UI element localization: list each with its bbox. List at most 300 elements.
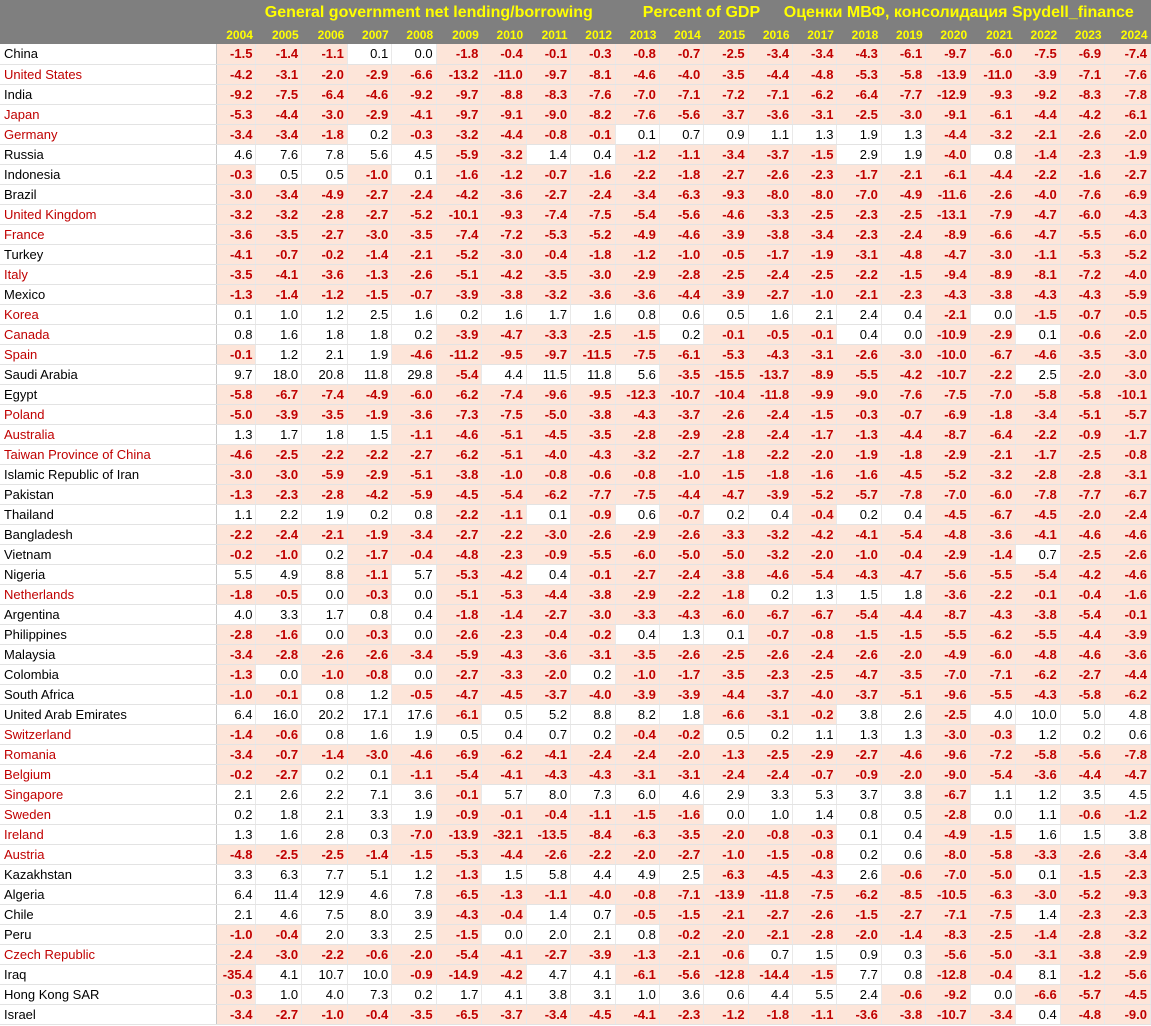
value-cell: -5.2 [436,244,482,264]
value-cell: -6.9 [436,744,482,764]
table-row [0,644,1151,664]
table-row [0,84,1151,104]
value-cell: -3.9 [704,284,748,304]
value-cell: 5.2 [526,704,570,724]
value-cell: -6.2 [970,624,1016,644]
country-name: Bangladesh [0,524,217,544]
value-cell: 0.4 [571,144,615,164]
value-cell: -4.3 [837,44,881,64]
value-cell: -4.7 [926,244,970,264]
value-cell: 1.9 [392,724,436,744]
value-cell: -5.3 [1060,244,1104,264]
value-cell: -1.5 [217,44,256,64]
value-cell: -12.9 [926,84,970,104]
value-cell: -2.7 [302,224,348,244]
value-cell: -6.1 [436,704,482,724]
value-cell: -2.8 [704,424,748,444]
value-cell: -3.9 [659,684,703,704]
value-cell: -10.9 [926,324,970,344]
value-cell: -3.5 [526,264,570,284]
table-row [0,264,1151,284]
value-cell: -4.8 [217,844,256,864]
value-cell: -4.8 [436,544,482,564]
value-cell: -2.8 [1060,924,1104,944]
value-cell: -9.3 [970,84,1016,104]
table-row [0,684,1151,704]
country-name: Thailand [0,504,217,524]
value-cell: -0.1 [482,804,526,824]
value-cell: -1.7 [1105,424,1151,444]
table-row [0,484,1151,504]
value-cell: -4.9 [881,184,925,204]
value-cell: 0.2 [571,664,615,684]
value-cell: -4.1 [482,944,526,964]
value-cell: -2.7 [526,604,570,624]
value-cell: 2.9 [837,144,881,164]
value-cell: -2.2 [748,444,792,464]
value-cell: -4.3 [1016,284,1060,304]
value-cell: -3.6 [615,284,659,304]
value-cell: 1.2 [302,304,348,324]
value-cell: -2.8 [1060,464,1104,484]
table-row [0,724,1151,744]
table-row [0,504,1151,524]
value-cell: -3.4 [256,184,302,204]
value-cell: -3.1 [256,64,302,84]
value-cell: -6.0 [1105,224,1151,244]
chart-title: General government net lending/borrowing [264,4,593,21]
value-cell: -3.6 [217,224,256,244]
value-cell: -4.3 [615,404,659,424]
value-cell: -5.2 [793,484,837,504]
value-cell: -3.4 [217,744,256,764]
value-cell: -3.0 [881,344,925,364]
value-cell: -2.0 [392,944,436,964]
value-cell: 0.9 [837,944,881,964]
value-cell: -2.5 [1060,544,1104,564]
value-cell: -6.7 [970,344,1016,364]
value-cell: -2.7 [1105,164,1151,184]
value-cell: -0.4 [881,544,925,564]
value-cell: -3.9 [571,944,615,964]
value-cell: -5.6 [659,964,703,984]
value-cell: 0.2 [659,324,703,344]
value-cell: 5.7 [482,784,526,804]
value-cell: 0.1 [526,504,570,524]
value-cell: -3.1 [793,344,837,364]
value-cell: -2.6 [659,524,703,544]
table-row [0,904,1151,924]
value-cell: -4.2 [482,564,526,584]
value-cell: 4.8 [1105,704,1151,724]
value-cell: -10.5 [926,884,970,904]
value-cell: -7.7 [571,484,615,504]
value-cell: 2.8 [302,824,348,844]
value-cell: -1.8 [970,404,1016,424]
value-cell: -2.6 [748,644,792,664]
value-cell: 4.1 [256,964,302,984]
value-cell: -2.5 [571,324,615,344]
value-cell: -2.9 [926,444,970,464]
value-cell: -3.6 [926,584,970,604]
value-cell: -3.0 [1105,364,1151,384]
value-cell: -11.5 [571,344,615,364]
value-cell: -3.2 [970,464,1016,484]
country-name: Sweden [0,804,217,824]
value-cell: -3.5 [881,664,925,684]
value-cell: 1.8 [256,804,302,824]
value-cell: -5.3 [837,64,881,84]
value-cell: -2.6 [1060,844,1104,864]
value-cell: -4.3 [793,864,837,884]
value-cell: 4.7 [526,964,570,984]
value-cell: -3.6 [482,184,526,204]
value-cell: -5.9 [436,644,482,664]
value-cell: 2.4 [837,304,881,324]
value-cell: 3.8 [837,704,881,724]
value-cell: 1.5 [793,944,837,964]
value-cell: 0.0 [970,804,1016,824]
value-cell: -4.4 [748,64,792,84]
value-cell: -4.9 [926,824,970,844]
value-cell: 0.2 [347,124,391,144]
value-cell: 7.6 [256,144,302,164]
value-cell: -2.0 [704,824,748,844]
value-cell: 20.8 [302,364,348,384]
value-cell: -7.0 [392,824,436,844]
table-row [0,404,1151,424]
value-cell: -1.1 [347,564,391,584]
value-cell: -0.3 [217,164,256,184]
value-cell: -8.0 [748,184,792,204]
value-cell: 0.5 [436,724,482,744]
value-cell: -1.9 [1105,144,1151,164]
value-cell: -0.4 [526,624,570,644]
value-cell: 0.8 [217,324,256,344]
value-cell: -5.2 [392,204,436,224]
value-cell: -2.4 [748,404,792,424]
value-cell: -4.3 [1016,684,1060,704]
value-cell: -0.4 [482,44,526,64]
value-cell: 2.5 [392,924,436,944]
value-cell: -5.4 [1016,564,1060,584]
value-cell: -3.6 [302,264,348,284]
value-cell: -1.8 [881,444,925,464]
value-cell: -2.8 [1016,464,1060,484]
table-row [0,464,1151,484]
value-cell: 0.2 [1060,724,1104,744]
value-cell: 0.8 [302,684,348,704]
value-cell: -2.4 [748,424,792,444]
value-cell: 0.5 [256,164,302,184]
value-cell: -0.1 [436,784,482,804]
value-cell: -5.7 [837,484,881,504]
value-cell: -8.9 [926,224,970,244]
country-name: France [0,224,217,244]
value-cell: 10.0 [1016,704,1060,724]
value-cell: -9.2 [1016,84,1060,104]
value-cell: -2.4 [748,264,792,284]
value-cell: -1.3 [704,744,748,764]
value-cell: -3.2 [615,444,659,464]
value-cell: -4.5 [1105,984,1151,1004]
value-cell: -5.0 [704,544,748,564]
value-cell: 1.3 [793,584,837,604]
value-cell: 12.9 [302,884,348,904]
value-cell: 1.9 [392,804,436,824]
value-cell: -5.6 [926,944,970,964]
value-cell: -0.5 [256,584,302,604]
value-cell: -2.0 [881,644,925,664]
value-cell: 5.0 [1060,704,1104,724]
value-cell: -3.7 [837,684,881,704]
value-cell: 1.0 [615,984,659,1004]
value-cell: -1.6 [571,164,615,184]
value-cell: -5.1 [436,584,482,604]
value-cell: -6.1 [615,964,659,984]
value-cell: -2.3 [793,164,837,184]
table-row [0,864,1151,884]
value-cell: -7.5 [970,904,1016,924]
value-cell: 0.4 [526,564,570,584]
value-cell: -1.4 [217,724,256,744]
table-row [0,824,1151,844]
value-cell: -2.9 [615,524,659,544]
value-cell: -4.6 [1105,564,1151,584]
value-cell: -9.7 [436,104,482,124]
value-cell: -3.4 [970,1004,1016,1024]
value-cell: -4.3 [571,764,615,784]
value-cell: -2.9 [347,464,391,484]
value-cell: -2.6 [302,644,348,664]
value-cell: -6.6 [1016,984,1060,1004]
value-cell: -1.0 [217,924,256,944]
value-cell: -1.1 [302,44,348,64]
table-row [0,324,1151,344]
value-cell: -1.5 [793,404,837,424]
value-cell: -5.4 [615,204,659,224]
value-cell: 1.3 [217,824,256,844]
value-cell: 2.5 [347,304,391,324]
value-cell: -3.6 [970,524,1016,544]
value-cell: -1.5 [837,624,881,644]
value-cell: -1.4 [1016,144,1060,164]
value-cell: -3.3 [482,664,526,684]
value-cell: -9.1 [482,104,526,124]
value-cell: -13.7 [748,364,792,384]
value-cell: 3.8 [526,984,570,1004]
value-cell: -4.5 [926,504,970,524]
value-cell: -2.7 [436,664,482,684]
value-cell: 0.6 [659,304,703,324]
value-cell: -1.1 [392,764,436,784]
value-cell: -3.5 [1060,344,1104,364]
value-cell: -0.7 [881,404,925,424]
value-cell: -0.8 [793,624,837,644]
value-cell: -1.0 [704,844,748,864]
value-cell: -2.9 [926,544,970,564]
value-cell: 0.8 [615,924,659,944]
value-cell: -4.0 [659,64,703,84]
value-cell: -2.2 [1016,164,1060,184]
table-row [0,804,1151,824]
country-name: Australia [0,424,217,444]
value-cell: -3.0 [482,244,526,264]
value-cell: -6.7 [256,384,302,404]
value-cell: -5.8 [1016,384,1060,404]
value-cell: 8.0 [526,784,570,804]
value-cell: -2.6 [837,344,881,364]
value-cell: 3.6 [392,784,436,804]
value-cell: -1.4 [482,604,526,624]
value-cell: 0.6 [881,844,925,864]
value-cell: -6.3 [970,884,1016,904]
value-cell: -2.9 [659,424,703,444]
value-cell: -4.1 [526,744,570,764]
value-cell: -2.5 [793,664,837,684]
value-cell: -2.1 [881,164,925,184]
value-cell: -7.5 [615,344,659,364]
value-cell: 3.3 [347,924,391,944]
value-cell: 0.8 [881,964,925,984]
value-cell: -2.9 [347,64,391,84]
value-cell: -4.0 [526,444,570,464]
value-cell: 0.5 [704,724,748,744]
value-cell: 0.8 [615,304,659,324]
value-cell: 0.7 [526,724,570,744]
value-cell: -5.5 [970,684,1016,704]
value-cell: -4.6 [1060,644,1104,664]
value-cell: -7.5 [926,384,970,404]
value-cell: -7.2 [704,84,748,104]
value-cell: -2.7 [347,204,391,224]
value-cell: -0.4 [615,724,659,744]
value-cell: -1.4 [256,44,302,64]
value-cell: 0.0 [302,584,348,604]
value-cell: 2.6 [256,784,302,804]
value-cell: -2.4 [704,764,748,784]
value-cell: -5.0 [659,544,703,564]
value-cell: -4.4 [881,424,925,444]
value-cell: -1.7 [837,164,881,184]
value-cell: -2.3 [1060,144,1104,164]
table-row [0,744,1151,764]
value-cell: -3.3 [748,204,792,224]
value-cell: 2.0 [302,924,348,944]
value-cell: -2.8 [659,264,703,284]
value-cell: -5.1 [482,424,526,444]
value-cell: -2.2 [571,844,615,864]
value-cell: -3.4 [1105,844,1151,864]
value-cell: -5.8 [1060,684,1104,704]
value-cell: 2.6 [881,704,925,724]
value-cell: 3.3 [217,864,256,884]
value-cell: -4.2 [436,184,482,204]
value-cell: 1.2 [1016,724,1060,744]
value-cell: -5.5 [970,564,1016,584]
value-cell: -4.2 [1060,104,1104,124]
value-cell: -1.0 [837,544,881,564]
value-cell: -5.4 [970,764,1016,784]
value-cell: -2.7 [256,1004,302,1024]
value-cell: -5.5 [837,364,881,384]
value-cell: 4.6 [659,784,703,804]
value-cell: -4.3 [482,644,526,664]
table-row [0,704,1151,724]
value-cell: -2.3 [1105,864,1151,884]
year-header: 2022 [1016,26,1060,44]
value-cell: -0.5 [748,324,792,344]
value-cell: -4.2 [482,264,526,284]
value-cell: 8.2 [615,704,659,724]
value-cell: -0.1 [526,44,570,64]
value-cell: -10.1 [1105,384,1151,404]
value-cell: -7.0 [615,84,659,104]
value-cell: 0.4 [392,604,436,624]
value-cell: 6.4 [217,884,256,904]
value-cell: -7.2 [1060,264,1104,284]
value-cell: -0.9 [571,504,615,524]
value-cell: -3.9 [436,284,482,304]
value-cell: 1.0 [256,304,302,324]
value-cell: -5.4 [482,484,526,504]
value-cell: -4.1 [482,764,526,784]
value-cell: -2.9 [793,744,837,764]
table-row [0,964,1151,984]
value-cell: -4.2 [793,524,837,544]
value-cell: 0.5 [704,304,748,324]
value-cell: 0.8 [347,604,391,624]
value-cell: -4.4 [926,124,970,144]
value-cell: 0.0 [302,624,348,644]
value-cell: -6.1 [926,164,970,184]
value-cell: -3.2 [256,204,302,224]
value-cell: -10.1 [436,204,482,224]
value-cell: -9.0 [926,764,970,784]
value-cell: -5.2 [926,464,970,484]
value-cell: -2.7 [1060,664,1104,684]
value-cell: -4.4 [704,684,748,704]
value-cell: -7.3 [436,404,482,424]
country-name: Saudi Arabia [0,364,217,384]
value-cell: -3.9 [704,224,748,244]
value-cell: -13.5 [526,824,570,844]
value-cell: -2.8 [217,624,256,644]
value-cell: 0.5 [302,164,348,184]
value-cell: -2.0 [526,664,570,684]
value-cell: -2.2 [436,504,482,524]
value-cell: -1.5 [615,324,659,344]
country-name: Hong Kong SAR [0,984,217,1004]
value-cell: 4.6 [347,884,391,904]
value-cell: -2.4 [392,184,436,204]
country-name: Chile [0,904,217,924]
table-row [0,784,1151,804]
year-header: 2019 [881,26,925,44]
value-cell: -1.4 [302,744,348,764]
value-cell: 2.1 [217,904,256,924]
country-name: Argentina [0,604,217,624]
value-cell: 1.0 [748,804,792,824]
country-name: Ireland [0,824,217,844]
value-cell: -6.7 [970,504,1016,524]
value-cell: -3.5 [704,64,748,84]
country-name: Mexico [0,284,217,304]
value-cell: -8.0 [926,844,970,864]
value-cell: -3.5 [571,424,615,444]
value-cell: -2.1 [392,244,436,264]
value-cell: 4.9 [256,564,302,584]
